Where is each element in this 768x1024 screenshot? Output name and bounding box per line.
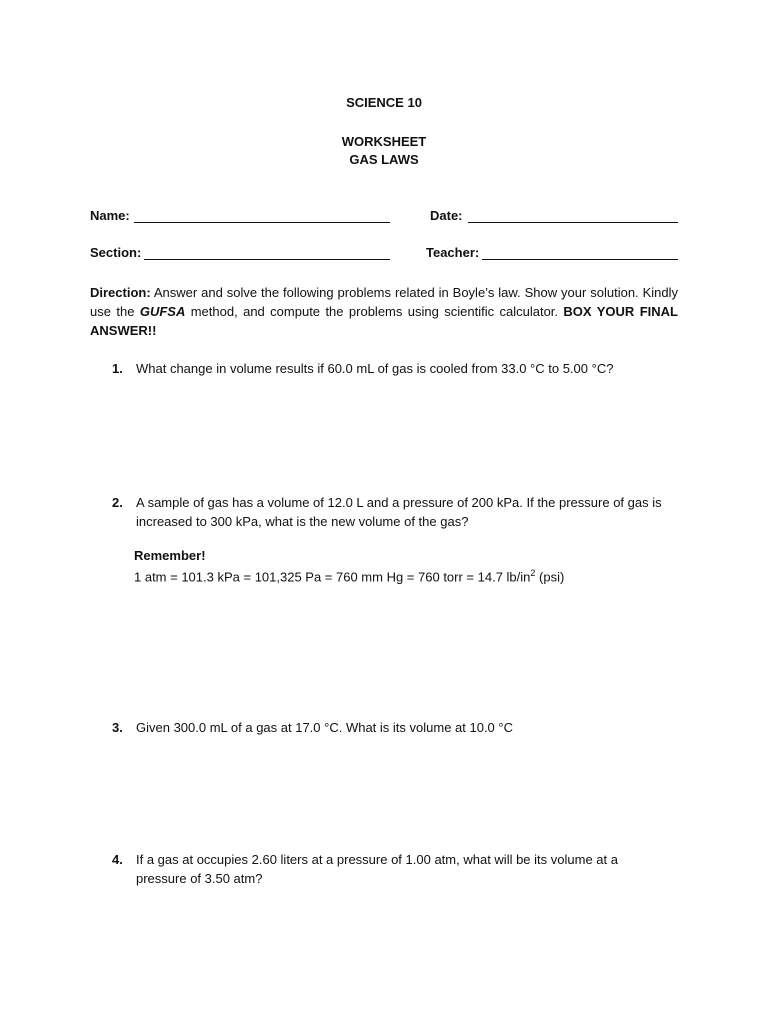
date-label: Date: — [430, 208, 463, 223]
question-4 — [112, 850, 672, 888]
question-number: 1. — [112, 361, 123, 376]
question-text: If a gas at occupies 2.60 liters at a pressure of 1.00 atm, what will be its volume at a pressure of 3.50 atm? — [136, 852, 618, 886]
topic-heading: GAS LAWS — [349, 152, 419, 167]
gufsa-method: GUFSA — [139, 304, 186, 319]
teacher-label: Teacher: — [426, 245, 480, 260]
conversion-tail: (psi) — [535, 569, 565, 585]
direction-text-2: method, and compute the problems using scientific calculator. — [185, 304, 564, 319]
conversion-superscript: 2 — [530, 568, 536, 578]
direction-emphasis: BOX YOUR FINAL ANSWER!! — [90, 304, 678, 338]
conversion-main: 1 atm = 101.3 kPa = 101,325 Pa = 760 mm Hg = 760 torr = 14.7 lb/in — [134, 569, 531, 585]
name-field-line[interactable] — [134, 208, 390, 223]
teacher-field-line[interactable] — [482, 245, 678, 260]
course-title: SCIENCE 10 — [346, 95, 422, 110]
remember-heading: Remember! — [134, 548, 206, 563]
question-number: 2. — [112, 495, 123, 510]
question-2 — [112, 493, 672, 531]
question-number: 4. — [112, 852, 123, 867]
question-1 — [112, 359, 672, 378]
direction-label: Direction: — [90, 285, 151, 300]
question-text: What change in volume results if 60.0 mL of gas is cooled from 33.0 °C to 5.00 °C? — [136, 361, 614, 376]
section-label: Section: — [90, 245, 142, 260]
pressure-conversion — [134, 568, 564, 584]
direction-text-1: Answer and solve the following problems related in Boyle’s law. Show your solution. Kindly use the — [90, 285, 678, 319]
question-3 — [112, 718, 672, 737]
question-number: 3. — [112, 720, 123, 735]
question-text: Given 300.0 mL of a gas at 17.0 °C. What is its volume at 10.0 °C — [136, 720, 513, 735]
section-field-line[interactable] — [144, 245, 390, 260]
date-field-line[interactable] — [468, 208, 678, 223]
name-label: Name: — [90, 208, 130, 223]
question-text: A sample of gas has a volume of 12.0 L and a pressure of 200 kPa. If the pressure of gas is increased to 300 kPa, what is the new volume of the gas? — [136, 495, 662, 529]
direction-paragraph — [90, 283, 678, 340]
worksheet-heading: WORKSHEET — [341, 134, 427, 149]
